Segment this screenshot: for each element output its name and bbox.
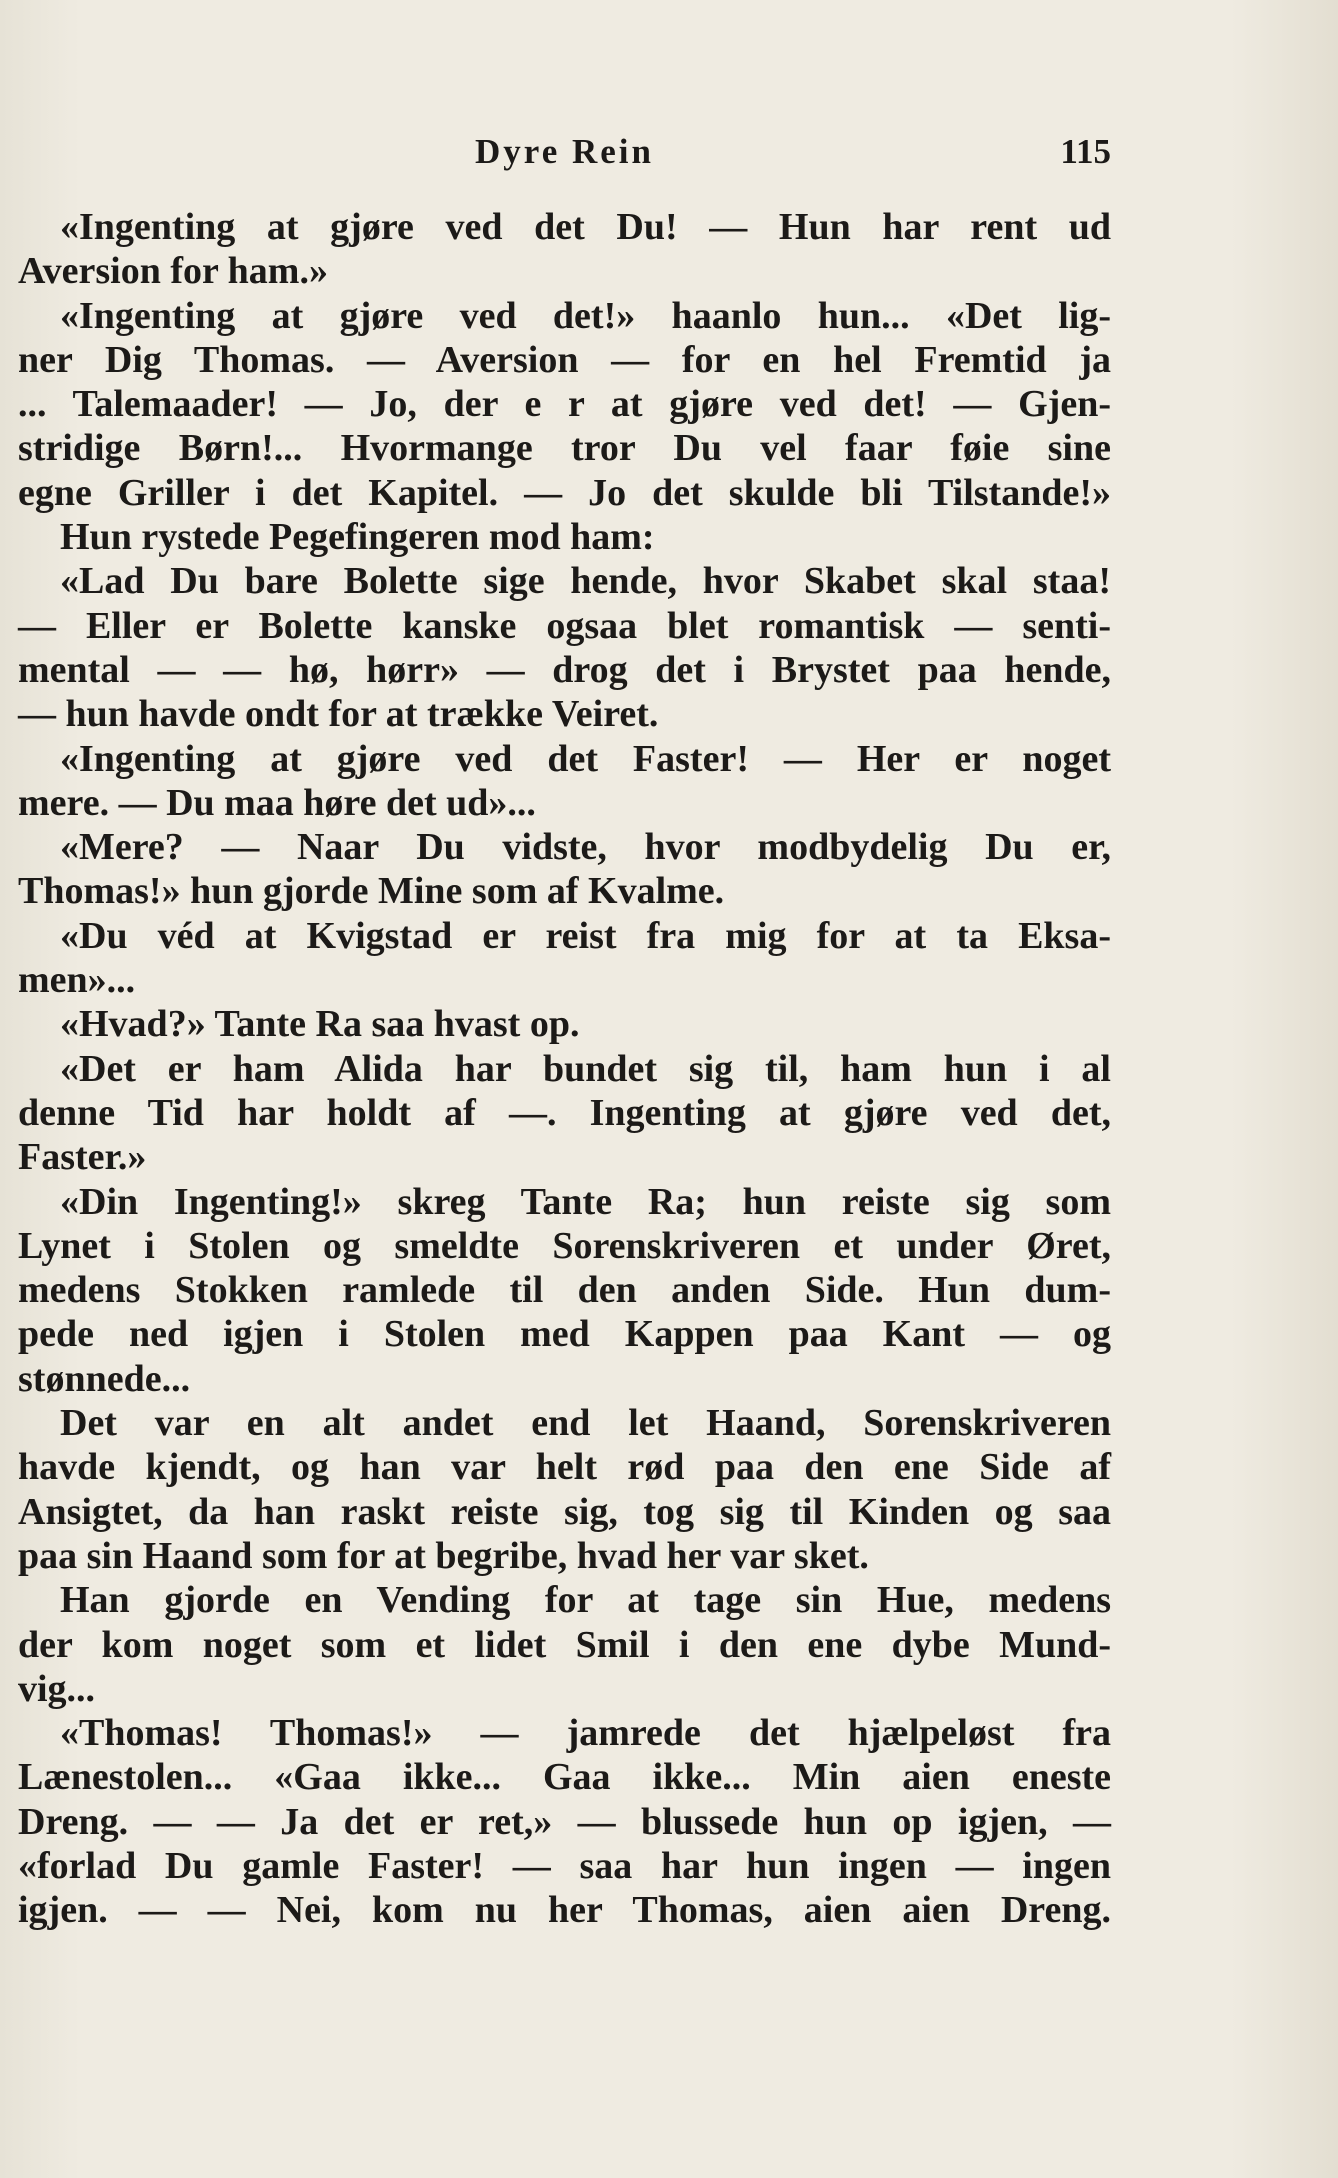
text-line: stønnede...	[18, 1357, 191, 1400]
text-line: Det var en alt andet end let Haand, Sorenskriveren	[60, 1402, 1111, 1445]
text-line: paa sin Haand som for at begribe, hvad her var sket.	[18, 1534, 869, 1577]
body-text	[18, 205, 1111, 1933]
text-line: «Det er ham Alida har bundet sig til, ham hun i al	[60, 1047, 1111, 1090]
text-line: mental — — hø, hørr» — drog det i Brystet paa hende,	[18, 648, 1111, 691]
text-line: Aversion for ham.»	[18, 250, 328, 293]
text-line: stridige Børn!... Hvormange tror Du vel faar føie sine	[18, 427, 1111, 470]
text-line: — Eller er Bolette kanske ogsaa blet romantisk — senti-	[18, 604, 1111, 647]
text-line: egne Griller i det Kapitel. — Jo det skulde bli Tilstande!»	[18, 471, 1111, 514]
text-line: men»...	[18, 959, 136, 1002]
text-line: Han gjorde en Vending for at tage sin Hue, medens	[60, 1579, 1111, 1622]
text-line: «Ingenting at gjøre ved det!» haanlo hun... «Det lig-	[60, 294, 1111, 337]
text-line: denne Tid har holdt af —. Ingenting at gjøre ved det,	[18, 1091, 1111, 1134]
text-line: igjen. — — Nei, kom nu her Thomas, aien aien Dreng.	[18, 1889, 1111, 1932]
text-line: Lænestolen... «Gaa ikke... Gaa ikke... Min aien eneste	[18, 1756, 1111, 1799]
text-line: havde kjendt, og han var helt rød paa den ene Side af	[18, 1446, 1111, 1489]
text-line: Dreng. — — Ja det er ret,» — blussede hun op igjen, —	[18, 1800, 1111, 1843]
text-line: pede ned igjen i Stolen med Kappen paa Kant — og	[18, 1313, 1111, 1356]
text-line: vig...	[18, 1667, 96, 1710]
text-line: «Ingenting at gjøre ved det Du! — Hun har rent ud	[60, 206, 1111, 248]
text-line: ner Dig Thomas. — Aversion — for en hel Fremtid ja	[18, 338, 1111, 381]
page-header	[18, 132, 1111, 180]
text-line: «Mere? — Naar Du vidste, hvor modbydelig Du er,	[60, 826, 1111, 869]
text-line: Ansigtet, da han raskt reiste sig, tog sig til Kinden og saa	[18, 1490, 1111, 1533]
text-line: ... Talemaader! — Jo, der e r at gjøre ved det! — Gjen-	[18, 383, 1111, 426]
text-line: «Du véd at Kvigstad er reist fra mig for at ta Eksa-	[60, 914, 1111, 957]
text-line: mere. — Du maa høre det ud»...	[18, 781, 536, 824]
text-line: Hun rystede Pegefingeren mod ham:	[60, 516, 655, 559]
text-line: «Ingenting at gjøre ved det Faster! — Her er noget	[60, 737, 1111, 780]
text-line: der kom noget som et lidet Smil i den ene dybe Mund-	[18, 1623, 1111, 1666]
running-title: Dyre Rein	[475, 132, 654, 171]
text-line: «forlad Du gamle Faster! — saa har hun ingen — ingen	[18, 1844, 1111, 1887]
text-line: «Din Ingenting!» skreg Tante Ra; hun reiste sig som	[60, 1180, 1111, 1223]
text-line: «Lad Du bare Bolette sige hende, hvor Skabet skal staa!	[60, 560, 1111, 603]
text-line: «Hvad?» Tante Ra saa hvast op.	[60, 1003, 580, 1046]
text-line: Lynet i Stolen og smeldte Sorenskriveren et under Øret,	[18, 1224, 1111, 1267]
text-line: Faster.»	[18, 1136, 147, 1179]
text-line: Thomas!» hun gjorde Mine som af Kvalme.	[18, 870, 725, 913]
text-line: «Thomas! Thomas!» — jamrede det hjælpeløst fra	[60, 1712, 1111, 1755]
page-number: 115	[1060, 132, 1111, 171]
text-line: — hun havde ondt for at trække Veiret.	[18, 693, 659, 736]
text-line: medens Stokken ramlede til den anden Side. Hun dum-	[18, 1269, 1111, 1312]
